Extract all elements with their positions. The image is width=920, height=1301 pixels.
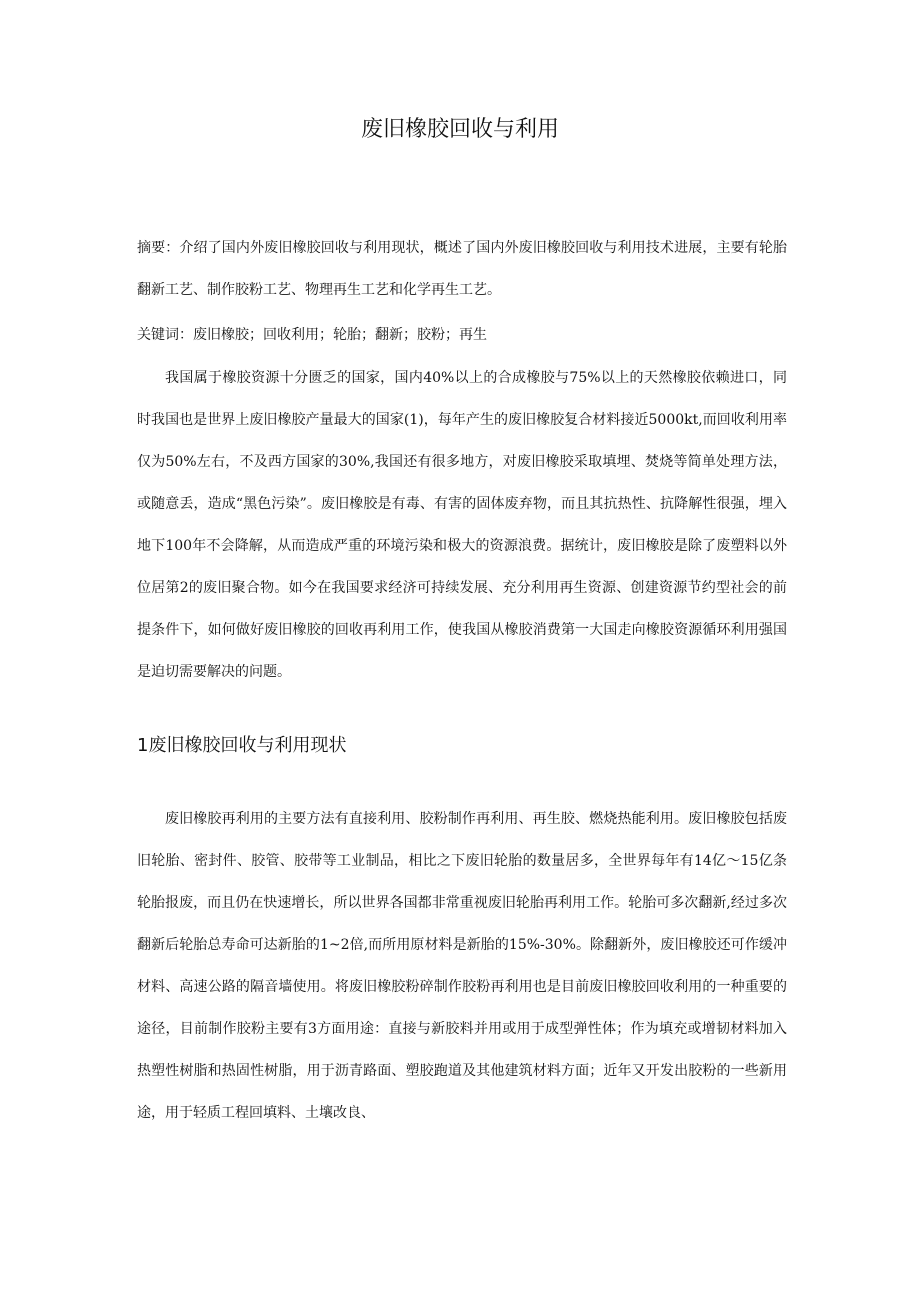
section-heading: 1废旧橡胶回收与利用现状 [137, 735, 347, 756]
document-title: 废旧橡胶回收与利用 [360, 117, 559, 142]
abstract-paragraph: 摘要：介绍了国内外废旧橡胶回收与利用现状，概述了国内外废旧橡胶回收与利用技术进展，主要有轮胎翻新工艺、制作胶粉工艺、物理再生工艺和化学再生工艺。 [137, 240, 787, 298]
intro-paragraph: 我国属于橡胶资源十分匮乏的国家，国内40%以上的合成橡胶与75%以上的天然橡胶依赖进口，同时我国也是世界上废旧橡胶产量最大的国家(1)，每年产生的废旧橡胶复合材料接近5000kt,而回收利用率仅为50%左右，不及西方国家的30%,我国还有很多地方，对废旧橡胶采取填埋、焚烧等简单处理方法，或随意丢，造成“黑色污染”。废旧橡胶是有毒、有害的固体废弃物，而且其抗热性、抗降解性很强，埋入地下100年不会降解，从而造成严重的环境污染和极大的资源浪费。据统计，废旧橡胶是除了废塑料以外位居第2的废旧聚合物。如今在我国要求经济可持续发展、充分利用再生资源、创建资源节约型社会的前提条件下，如何做好废旧橡胶的回收再利用工作，使我国从橡胶消费第一大国走向橡胶资源循环利用强国是迫切需要解决的问题。 [137, 370, 787, 680]
keywords-line: 关键词：废旧橡胶；回收利用；轮胎；翻新；胶粉；再生 [137, 327, 487, 343]
body-paragraph: 废旧橡胶再利用的主要方法有直接利用、胶粉制作再利用、再生胶、燃烧热能利用。废旧橡胶包括废旧轮胎、密封件、胶管、胶带等工业制品，相比之下废旧轮胎的数量居多，全世界每年有14亿～15亿条轮胎报废，而且仍在快速增长，所以世界各国都非常重视废旧轮胎再利用工作。轮胎可多次翻新,经过多次翻新后轮胎总寿命可达新胎的1~2倍,而所用原材料是新胎的15%-30%。除翻新外，废旧橡胶还可作缓冲材料、高速公路的隔音墙使用。将废旧橡胶粉碎制作胶粉再利用也是目前废旧橡胶回收利用的一种重要的途径，目前制作胶粉主要有3方面用途：直接与新胶料并用或用于成型弹性体；作为填充或增韧材料加入热塑性树脂和热固性树脂，用于沥青路面、塑胶跑道及其他建筑材料方面；近年又开发出胶粉的一些新用途，用于轻质工程回填料、土壤改良、 [137, 811, 787, 1121]
